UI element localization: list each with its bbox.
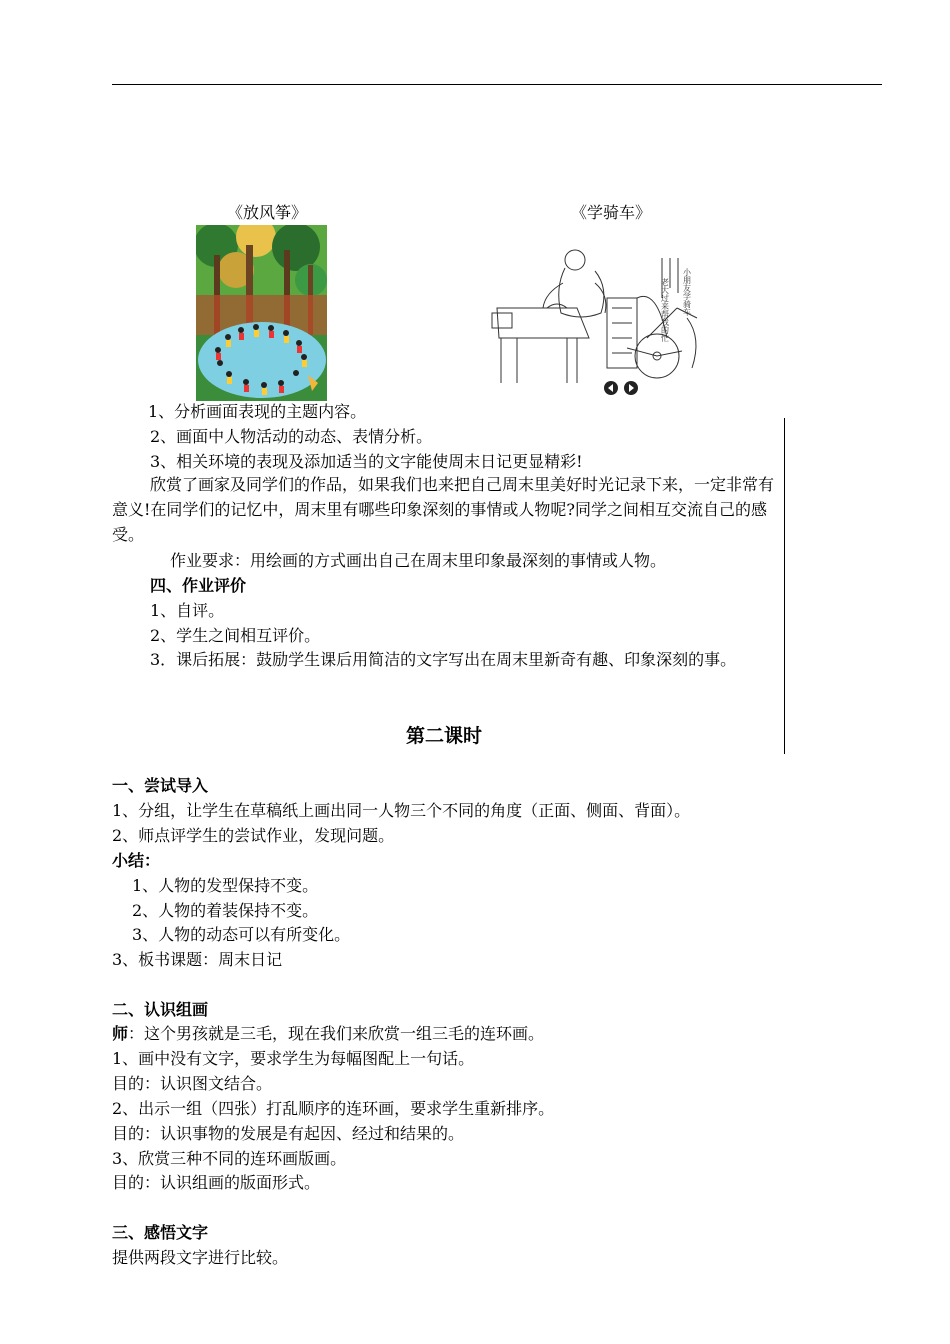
purpose-3: 目的：认识组画的版面形式。 <box>112 1173 321 1192</box>
bike-caption: 《学骑车》 <box>571 203 652 222</box>
summary-item-3: 3、人物的动态可以有所变化。 <box>132 925 351 944</box>
homework-requirement: 作业要求：用绘画的方式画出自己在周末里印象最深刻的事情或人物。 <box>170 551 667 570</box>
heading-part2: 二、认识组画 <box>112 1000 209 1019</box>
analysis-item-1: 1、分析画面表现的主题内容。 <box>148 402 367 421</box>
header-rule <box>112 84 882 85</box>
bike-note-1: 老大过来帮我的忙 <box>660 278 670 342</box>
part3-line-1: 提供两段文字进行比较。 <box>112 1248 289 1267</box>
heading-part1: 一、尝试导入 <box>112 776 209 795</box>
analysis-item-3: 3、相关环境的表现及添加适当的文字能使周末日记更显精彩! <box>150 452 583 471</box>
eval-item-3: 3．课后拓展：鼓励学生课后用简洁的文字写出在周末里新奇有趣、印象深刻的事。 <box>150 650 737 669</box>
summary-item-2: 2、人物的着装保持不变。 <box>132 901 319 920</box>
part2-line-2: 2、出示一组（四张）打乱顺序的连环画，要求学生重新排序。 <box>112 1099 555 1118</box>
part2-line-3: 3、欣赏三种不同的连环画版画。 <box>112 1149 347 1168</box>
summary-label: 小结： <box>112 851 161 870</box>
lesson2-title: 第二课时 <box>405 725 482 747</box>
purpose-1: 目的：认识图文结合。 <box>112 1074 273 1093</box>
part1-line-1: 1、分组，让学生在草稿纸上画出同一人物三个不同的角度（正面、侧面、背面）。 <box>112 801 691 820</box>
teacher-line <box>112 1021 544 1044</box>
bike-drawing <box>487 238 715 396</box>
kite-painting <box>196 225 327 401</box>
purpose-2: 目的：认识事物的发展是有起因、经过和结果的。 <box>112 1124 465 1143</box>
teacher-text: ：这个男孩就是三毛，现在我们来欣赏一组三毛的连环画。 <box>128 1024 545 1043</box>
analysis-item-2: 2、画面中人物活动的动态、表情分析。 <box>150 427 433 446</box>
teacher-label: 师 <box>112 1024 129 1043</box>
eval-item-2: 2、学生之间相互评价。 <box>150 626 321 645</box>
eval-item-1: 1、自评。 <box>150 601 225 620</box>
bike-note-2: 小朋友学骑车 <box>682 268 692 316</box>
kite-caption: 《放风筝》 <box>227 203 308 222</box>
margin-line <box>784 418 785 754</box>
part2-line-1: 1、画中没有文字，要求学生为每幅图配上一句话。 <box>112 1049 475 1068</box>
summary-item-1: 1、人物的发型保持不变。 <box>132 876 319 895</box>
part1-line-2: 2、师点评学生的尝试作业，发现问题。 <box>112 826 395 845</box>
heading-evaluation: 四、作业评价 <box>150 576 247 595</box>
heading-part3: 三、感悟文字 <box>112 1223 209 1242</box>
appreciation-paragraph: 欣赏了画家及同学们的作品，如果我们也来把自己周末里美好时光记录下来，一定非常有意义!在同学们的记忆中，周末里有哪些印象深刻的事情或人物呢?同学之间相互交流自己的感受。 <box>112 475 775 544</box>
part1-line-3: 3、板书课题：周末日记 <box>112 950 283 969</box>
